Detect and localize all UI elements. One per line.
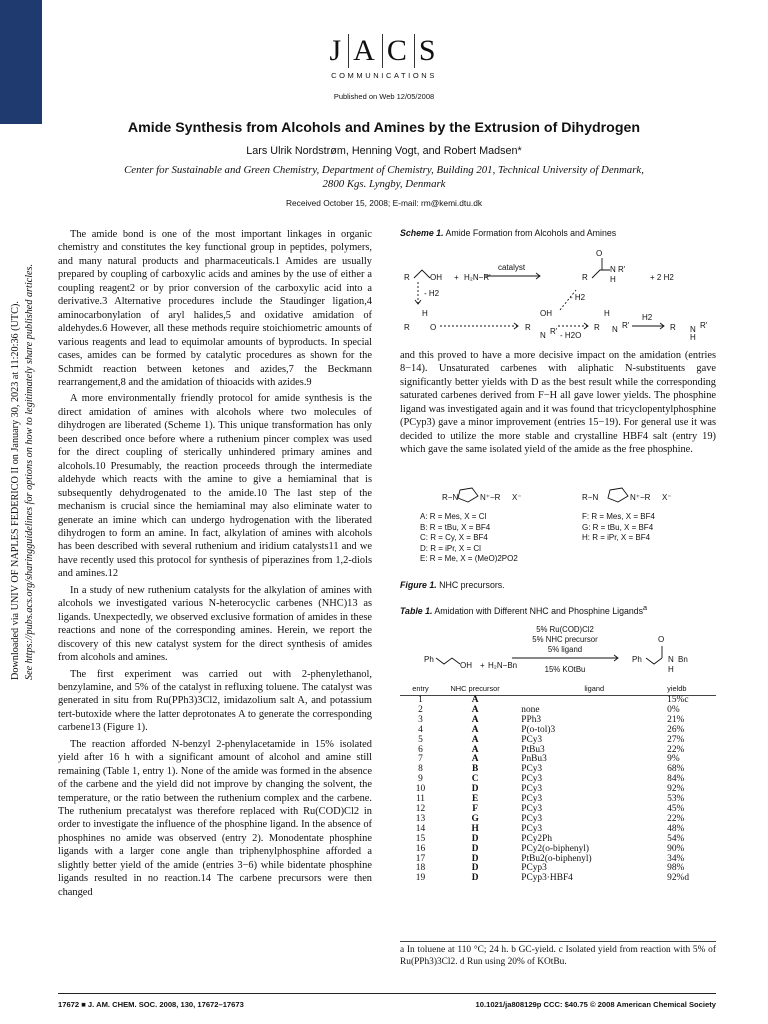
yield-cell: 15%c [667,695,689,705]
paragraph: and this proved to have a more decisive impact on the amidation (entries 8−14). Unsaturated carbenes with aliphatic N-substituents gave significantly better yields with D as the best result while the corresponding saturated carbenes derived from F−H all gave lower yields. The phosphine ligand was investigated again and it was found that tricyclopentylphosphine (PCyp3) gave a minor improvement (entries 15−19). For general use it was decided to utilize the more stable and crystalline HBF4 salt (entry 19) which gave the same isolated yield of the amide as the free phosphine. [400,350,716,456]
article-title: Amide Synthesis from Alcohols and Amines by the Extrusion of Dihydrogen [127,120,641,136]
table1-caption: Table 1. Amidation with Different NHC and Phosphine Ligands$^a$ [400,603,648,616]
table-row [400,874,716,884]
svg-text:5% Ru(COD)Cl2: 5% Ru(COD)Cl2 [536,625,594,634]
entry-cell: 15 [415,833,426,844]
entry-cell: 11 [415,794,425,805]
yield-cell: 9% [667,754,680,765]
journal-logo: J A C S [0,34,768,68]
nhc-cell: A [471,695,479,705]
footer-rule [58,993,716,994]
svg-text:- H2: - H2 [570,293,586,302]
nhc-cell: D [471,863,479,874]
ligand-cell: PCy3 [521,823,543,834]
ligand-cell: PnBu3 [521,754,547,765]
svg-text:N: N [668,655,674,664]
ligand-cell: PCy3 [521,784,543,795]
yield-cell: 84% [667,774,685,785]
nhc-cell: D [471,843,479,854]
nhc-cell: G [471,813,479,824]
svg-text:H: H [604,309,610,318]
ligand-cell: PCy2(o-biphenyl) [521,843,589,854]
col-entry: entry [400,684,441,696]
yield-cell: 53% [667,794,685,805]
nhc-entry: A: R = Mes, X = Cl [420,512,487,521]
nhc-list-right [582,512,655,544]
svg-text:OH: OH [540,309,552,318]
journal-masthead [0,34,768,80]
yield-cell: 21% [667,714,685,725]
entry-cell: 7 [418,754,423,765]
nhc-cell: F [472,803,478,814]
ligand-cell: PCy3 [521,813,543,824]
svg-text:R: R [594,323,600,332]
figure1-caption: Figure 1. NHC precursors. [400,580,505,590]
yield-cell: 0% [667,704,680,715]
svg-text:15% KOtBu: 15% KOtBu [544,665,586,674]
entry-cell: 4 [418,724,423,735]
ligand-cell: PtBu3 [521,744,545,755]
nhc-cell: A [471,744,479,755]
nhc-entry: G: R = tBu, X = BF4 [582,522,654,532]
svg-text:R: R [525,323,531,332]
alcohol-bond [414,270,430,278]
svg-text:H₂N−Bn: H₂N−Bn [488,661,518,670]
svg-text:R: R [404,273,410,282]
nhc-cell: D [471,833,479,844]
svg-text:N: N [610,265,616,274]
svg-text:R−N: R−N [442,493,459,502]
svg-text:H: H [422,309,428,318]
svg-text:Bn: Bn [678,655,688,664]
yield-cell: 22% [667,744,685,755]
received-line: Received October 15, 2008; E-mail: rm@kemi.dtu.dk [285,198,483,208]
nhc-entry: C: R = Cy, X = BF4 [420,533,488,542]
svg-text:N: N [690,325,696,334]
paragraph: A more environmentally friendly protocol for amide synthesis is the direct amidation of amines with alcohols where two molecules of dihydrogen are liberated (Scheme 1). This unique transformation has only been described once before where a ruthenium pincer complex was used for the direct coupling of sterically unhindered primary amines and alcohols.10 Presumably, the reaction proceeds through the intermediate aldehyde which reacts with the amine to give a hemiaminal that is subsequently dehydrogenated to the amide.10 The last step of the mechanism is crucial since the hemiaminal may also eliminate water to generate an imine which can undergo hydrogenation with the liberated dihydrogen to form an amine. In fact, alkylation of amines with alcohols has been described with several ruthenium and iridium catalysts11 and we have recently used this protocol for synthesis of piperazines from 1,2-diols and amines.12 [58,393,372,580]
svg-text:R: R [670,323,676,332]
table-header-row [400,684,716,696]
entry-cell: 6 [418,744,423,755]
ligand-cell: PCy2Ph [521,833,553,844]
nhc-list-left [420,512,518,565]
yield-cell: 22% [667,813,685,824]
svg-text:O: O [596,249,603,258]
table-row [400,845,716,855]
yield-cell: 90% [667,843,685,854]
ligand-cell: PtBu2(o-biphenyl) [521,853,592,864]
yield-cell: 68% [667,764,685,775]
svg-text:+ 2 H2: + 2 H2 [650,273,674,282]
svg-text:R': R' [622,321,630,330]
nhc-structures [400,484,716,508]
amidation-table [400,684,716,884]
svg-text:R': R' [550,327,558,336]
download-notice [0,260,40,780]
svg-text:- H2: - H2 [424,289,440,298]
nhc-cell: A [471,724,479,735]
svg-text:O: O [658,635,665,644]
svg-text:H: H [690,333,696,342]
svg-text:X⁻: X⁻ [512,493,522,502]
svg-text:H2: H2 [642,313,653,322]
right-column [400,349,716,457]
nhc-cell: H [471,823,479,834]
nhc-cell: E [471,794,479,805]
nhc-cell: D [471,853,479,864]
svg-text:- H2O: - H2O [560,331,582,340]
nhc-entry: H: R = iPr, X = BF4 [582,533,651,542]
svg-text:N: N [612,325,618,334]
entry-cell: 10 [415,784,426,795]
svg-text:+: + [480,661,485,670]
download-notice-line1: Downloaded via UNIV OF NAPLES FEDERICO II on January 30, 2023 at 11:20:36 (UTC). [10,301,21,680]
table-body [400,696,716,885]
entry-cell: 17 [415,853,426,864]
nhc-cell: D [471,873,479,884]
entry-cell: 16 [415,843,426,854]
svg-text:X⁻: X⁻ [662,493,672,502]
svg-text:O: O [430,323,437,332]
svg-text:R': R' [700,321,708,330]
ligand-cell: PCy3 [521,764,543,775]
left-column [58,228,372,899]
footer-doi: 10.1021/ja808129p CCC: $40.75 © 2008 American Chemical Society [475,1000,716,1009]
yield-cell: 92%d [667,873,690,884]
download-notice-line2: See https://pubs.acs.org/sharingguidelines for options on how to legitimately share published articles. [24,263,35,680]
paragraph: The first experiment was carried out with 2-phenylethanol, benzylamine, and 5% of the catalyst in refluxing toluene. The catalyst was generated in situ from Ru(PPh3)3Cl2, imidazolium salt A, and potassium tert-butoxide where the latter deprotonates A to generate the corresponding carbene13 (Figure 1). [58,668,372,734]
nhc-entry: B: R = tBu, X = BF4 [420,522,491,532]
svg-text:OH: OH [430,273,442,282]
entry-cell: 13 [415,813,426,824]
table-footnote: a In toluene at 110 °C; 24 h. b GC-yield. c Isolated yield from reaction with 5% of Ru(PPh3)3Cl2. d Run using 20% of KOtBu. [400,941,716,968]
svg-text:+: + [454,273,459,282]
svg-text:5% NHC precursor: 5% NHC precursor [532,635,598,644]
ligand-cell: PCy3 [521,734,543,745]
svg-text:H₂N−R': H₂N−R' [464,273,491,282]
paragraph: In a study of new ruthenium catalysts for the alkylation of amines with alcohols we investigated various N-heterocyclic carbenes (NHC)13 as ligands. Unexpectedly, we observed exclusive formation of amides in these reactions and none of the corresponding amines. Herein, we report the discovery of this new catalyst system for the direct synthesis of amides from alcohols and amines. [58,584,372,664]
svg-text:H: H [610,275,616,284]
svg-text:N: N [540,331,546,340]
svg-text:Ph: Ph [632,655,642,664]
nhc-cell: B [471,764,479,775]
paragraph: The amide bond is one of the most important linkages in organic chemistry and constitutes the key functional group in peptides, polymers, and many natural products and pharmaceuticals.1 Amides are usually prepared by coupling of carboxylic acids and amines by the use of either a coupling reagent2 or by prior conversion of the carboxylic acid into a derivative.3 Alternative procedures include the Staudinger ligation,4 aminocarbonylation of aryl halides,5 and oxidative amidation of aldehydes.6 However, all these methods require stoichiometric amounts of various reagents and lead to equimolar amounts of byproducts. In special cases, amides can be formed by catalytic procedures as shown for the Schmidt reaction between ketones and azides,7 the Beckmann rearrangement,8 and the amidation of thioacids with azides.9 [58,229,372,388]
table1-reaction [400,622,716,680]
entry-cell: 18 [415,863,426,874]
entry-cell: 2 [418,704,423,715]
entry-cell: 8 [418,764,423,775]
svg-text:R': R' [618,265,626,274]
scheme1-caption: Scheme 1. Amide Formation from Alcohols and Amines [400,228,617,238]
nhc-entry: F: R = Mes, X = BF4 [582,512,655,521]
published-date: Published on Web 12/05/2008 [333,92,435,101]
article-authors: Lars Ulrik Nordstrøm, Henning Vogt, and Robert Madsen* [246,145,522,157]
entry-cell: 1 [418,695,423,705]
svg-text:R−N: R−N [582,493,599,502]
svg-text:5% ligand: 5% ligand [547,645,583,654]
footer-citation: 17672 ■ J. AM. CHEM. SOC. 2008, 130, 17672–17673 [58,1000,244,1009]
svg-text:H: H [668,665,674,674]
entry-cell: 12 [415,803,426,814]
ligand-cell: PCy3 [521,803,543,814]
nhc-entry: D: R = iPr, X = Cl [420,543,481,553]
paragraph: The reaction afforded N-benzyl 2-phenylacetamide in 15% isolated yield after 16 h with a significant amount of alcohol and amine still remaining (Table 1, entry 1). None of the amide was formed in the absence of the carbene and the yield did not improve by changing the solvent, the temperature, or the ratio between the ruthenium complex and the carbene. The ruthenium precatalyst was therefore replaced with Ru(COD)Cl2 in order to investigate the influence of the phosphine ligand. In the absence of phosphines no amide was observed (entry 2). Monodentate phosphine ligands with a larger cone angle than triphenylphosphine afforded a slightly better yield of the amide (entries 3−6) while bidentate phosphine ligands resulted in no reaction.14 The carbene precursors were then changed [58,738,372,898]
nhc-cell: C [471,774,479,785]
svg-text:R: R [404,323,410,332]
ligand-cell: PCy3 [521,794,543,805]
col-nhc: NHC precursor [441,684,509,696]
yield-cell: 26% [667,724,685,735]
svg-text:Ph: Ph [424,655,434,664]
svg-text:catalyst: catalyst [498,263,526,272]
ligand-cell: PCy3 [521,774,543,785]
yield-cell: 45% [667,803,685,814]
yield-cell: 27% [667,734,685,745]
nhc-cell: A [471,754,479,765]
entry-cell: 9 [418,774,423,785]
yield-cell: 92% [667,784,685,795]
scheme1-diagram [400,244,716,344]
journal-section: COMMUNICATIONS [331,71,437,80]
nhc-cell: A [471,714,479,725]
ligand-cell: P(o-tol)3 [521,724,556,735]
entry-cell: 19 [415,873,426,884]
svg-text:N⁺−R: N⁺−R [480,493,501,502]
nhc-cell: A [471,704,479,715]
col-ligand: ligand [509,684,667,696]
col-yield: yieldb [667,684,716,696]
nhc-cell: A [471,734,479,745]
yield-cell: 48% [667,823,685,834]
ligand-cell: PPh3 [521,714,542,725]
yield-cell: 98% [667,863,685,874]
entry-cell: 3 [418,714,423,725]
nhc-entry: E: R = Me, X = (MeO)2PO2 [420,554,518,563]
nhc-cell: D [471,784,479,795]
yield-cell: 34% [667,853,685,864]
entry-cell: 14 [415,823,426,834]
ligand-cell: none [521,704,540,715]
svg-text:OH: OH [460,661,472,670]
author-affiliation: Center for Sustainable and Green Chemistry, Department of Chemistry, Building 201, Technical University of Denmark, 2800 Kgs. Lyngby, Denmark [124,164,644,190]
ligand-cell: PCyp3·HBF4 [521,873,573,884]
yield-cell: 54% [667,833,685,844]
ligand-cell: PCyp3 [521,863,547,874]
svg-text:N⁺−R: N⁺−R [630,493,651,502]
svg-text:R: R [582,273,588,282]
entry-cell: 5 [418,734,423,745]
